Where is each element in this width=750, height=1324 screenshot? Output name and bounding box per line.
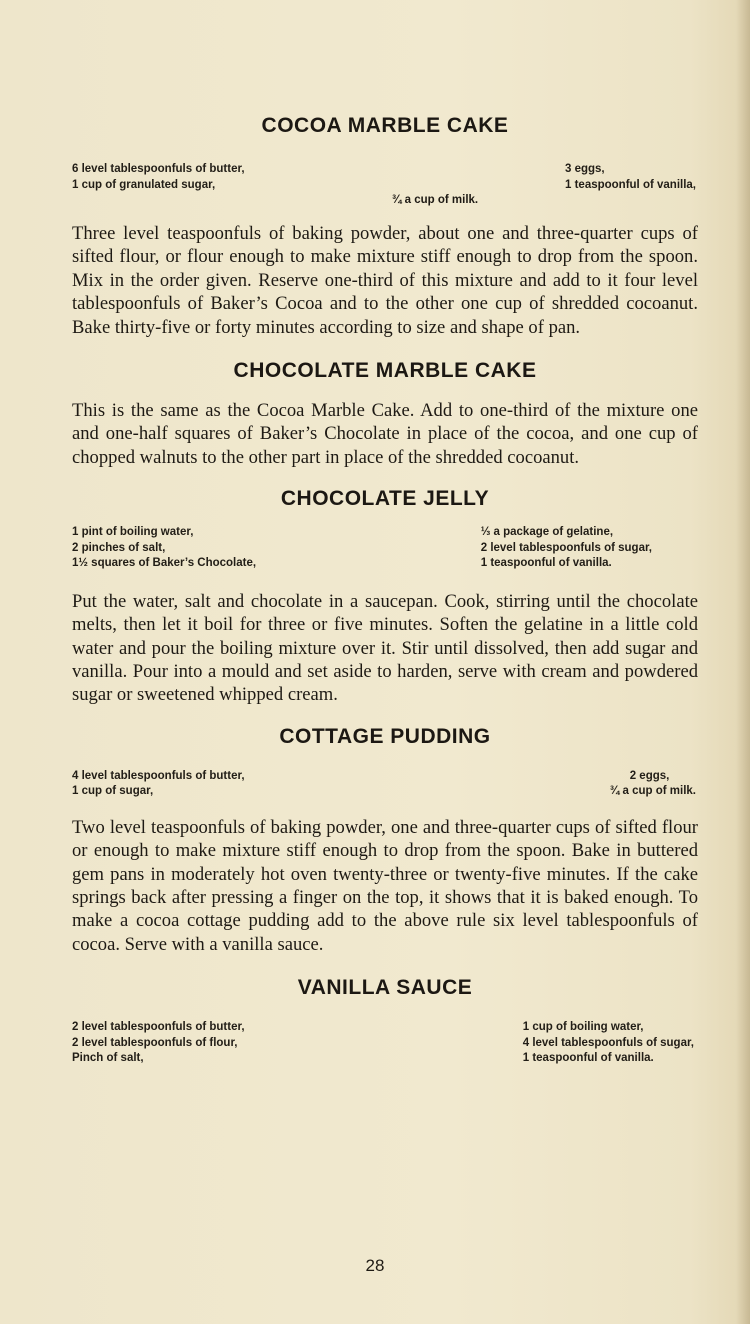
ingredients-list — [72, 162, 698, 193]
recipe-cocoa-marble-cake — [72, 114, 698, 339]
recipe-title: CHOCOLATE JELLY — [280, 487, 490, 511]
recipe-cottage-pudding — [72, 725, 698, 956]
ingredient: 4 level tablespoonfuls of sugar, — [522, 1036, 694, 1049]
recipe-instructions: Three level teaspoonfuls of baking powder, about one and three-quarter cups of sifted flour, or flour enough to make mixture stiff enough to drop from the spoon. Mix in the order given. Reserve one-third of this mixture and add to it four level tablespoonfuls of Baker’s Cocoa and to the other one cup of shredded cocoanut. Bake thirty-five or forty minutes according to size and shape of pan. — [72, 223, 698, 338]
ingredient: 2 level tablespoonfuls of sugar, — [480, 541, 652, 554]
recipe-instructions: This is the same as the Cocoa Marble Cake. Add to one-third of the mixture one and one-half squares of Baker’s Chocolate in place of the cocoa, and one cup of chopped walnuts to the other part in place of the shredded cocoanut. — [72, 400, 698, 468]
recipe-title: COTTAGE PUDDING — [279, 724, 491, 748]
ingredient: 1 cup of sugar, — [72, 785, 154, 798]
ingredients-left — [72, 162, 245, 193]
ingredient: 4 level tablespoonfuls of butter, — [72, 769, 245, 782]
ingredient: 1 teaspoonful of vanilla, — [565, 178, 696, 191]
ingredients-right — [481, 525, 654, 572]
ingredient: 1 cup of boiling water, — [522, 1021, 644, 1034]
recipe-title: VANILLA SAUCE — [297, 976, 473, 1000]
ingredients-left — [72, 1020, 245, 1067]
ingredient: 2 level tablespoonfuls of butter, — [72, 1021, 245, 1034]
ingredient: 3 eggs, — [565, 163, 605, 175]
ingredient: 2 eggs, — [629, 769, 670, 782]
ingredient: 2 level tablespoonfuls of flour, — [72, 1036, 238, 1049]
ingredients-list — [72, 1020, 698, 1067]
ingredient: 1 pint of boiling water, — [72, 526, 194, 539]
page-number: 28 — [365, 1256, 385, 1275]
ingredients-list — [72, 525, 698, 572]
recipe-vanilla-sauce — [72, 976, 698, 1067]
page-content — [72, 114, 698, 1067]
recipe-chocolate-jelly — [72, 487, 698, 707]
ingredient: 1 cup of granulated sugar, — [72, 178, 216, 191]
ingredient: 1 teaspoonful of vanilla. — [480, 557, 612, 570]
ingredient: 6 level tablespoonfuls of butter, — [72, 163, 245, 175]
ingredients-right — [523, 1020, 696, 1067]
page-edge-shadow — [736, 0, 750, 1324]
ingredient-centered: ¾ a cup of milk. — [391, 194, 479, 206]
recipe-title: CHOCOLATE MARBLE CAKE — [233, 359, 537, 383]
ingredients-left — [72, 769, 245, 800]
ingredient: 1½ squares of Baker’s Chocolate, — [72, 557, 257, 570]
recipe-instructions: Two level teaspoonfuls of baking powder, one and three-quarter cups of sifted flour or enough to make mixture stiff enough to drop from the spoon. Bake in buttered gem pans in moderately hot oven twenty-three or twenty-five minutes. If the cake springs back after pressing a finger on the top, it shows that it is baked enough. To make a cocoa cottage pudding add to the above rule six level tablespoonfuls of cocoa. Serve with a vanilla sauce. — [72, 816, 698, 955]
ingredients-list — [72, 769, 698, 800]
recipe-instructions: Put the water, salt and chocolate in a saucepan. Cook, stirring until the chocolate melts, then let it boil for three or five minutes. Soften the gelatine in a little cold water and pour the boiling mixture over it. Stir until dissolved, then add sugar and vanilla. Pour into a mould and set aside to harden, serve with cream and powdered sugar or sweetened whipped cream. — [72, 590, 698, 706]
ingredient: ¾ a cup of milk. — [609, 785, 696, 798]
recipe-chocolate-marble-cake — [72, 359, 698, 469]
ingredient: Pinch of salt, — [72, 1052, 144, 1065]
ingredients-right — [565, 162, 698, 193]
ingredients-left — [72, 525, 256, 572]
ingredients-right — [610, 769, 698, 800]
ingredient: ⅓ a package of gelatine, — [480, 526, 614, 539]
ingredient: 2 pinches of salt, — [72, 541, 166, 554]
recipe-title: COCOA MARBLE CAKE — [261, 114, 509, 137]
ingredient: 1 teaspoonful of vanilla. — [522, 1052, 654, 1065]
